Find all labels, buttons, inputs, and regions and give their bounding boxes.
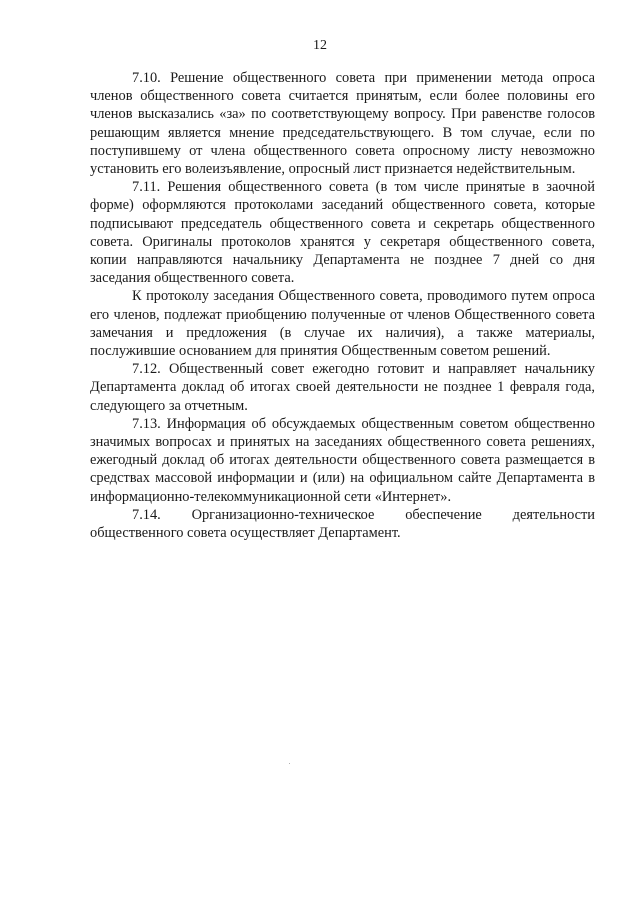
paragraph-7-10: 7.10. Решение общественного совета при применении метода опроса членов общественного совета считается принятым, если более половины его членов высказались «за» по соответствующему вопросу. При равенстве голосов решающим является мнение председательствующего. В том случае, если по поступившему от члена общественного совета опросному листу невозможно установить его волеизъявление, опросный лист признается недействительным.	[90, 70, 595, 178]
paragraph-7-11-protocol: К протоколу заседания Общественного совета, проводимого путем опроса его членов, подлежат приобщению полученные от членов Общественного совета замечания и предложения (в случае их наличия), а также материалы, послужившие основанием для принятия Общественным советом решений.	[90, 288, 595, 360]
page-number: 12	[313, 38, 327, 53]
scan-artifact	[289, 763, 290, 764]
paragraph-7-12: 7.12. Общественный совет ежегодно готовит и направляет начальнику Департамента доклад об итогах своей деятельности не позднее 1 февраля года, следующего за отчетным.	[90, 361, 595, 414]
paragraph-7-14: 7.14. Организационно-техническое обеспечение деятельности общественного совета осуществляет Департамент.	[90, 506, 595, 542]
paragraph-7-13: 7.13. Информация об обсуждаемых общественным советом общественно значимых вопросах и принятых на заседаниях общественного совета решениях, ежегодный доклад об итогах деятельности общественного совета размещается в средствах массовой информации и (или) на официальном сайте Департамента в информационно-телекоммуникационной сети «Интернет».	[90, 415, 595, 505]
document-body	[90, 69, 595, 542]
paragraph-7-11: 7.11. Решения общественного совета (в том числе принятые в заочной форме) оформляются протоколами заседаний общественного совета, которые подписывают председатель общественного совета и секретарь общественного совета. Оригиналы протоколов хранятся у секретаря общественного совета, копии направляются начальнику Департамента не позднее 7 дней со дня заседания общественного совета.	[90, 179, 595, 287]
